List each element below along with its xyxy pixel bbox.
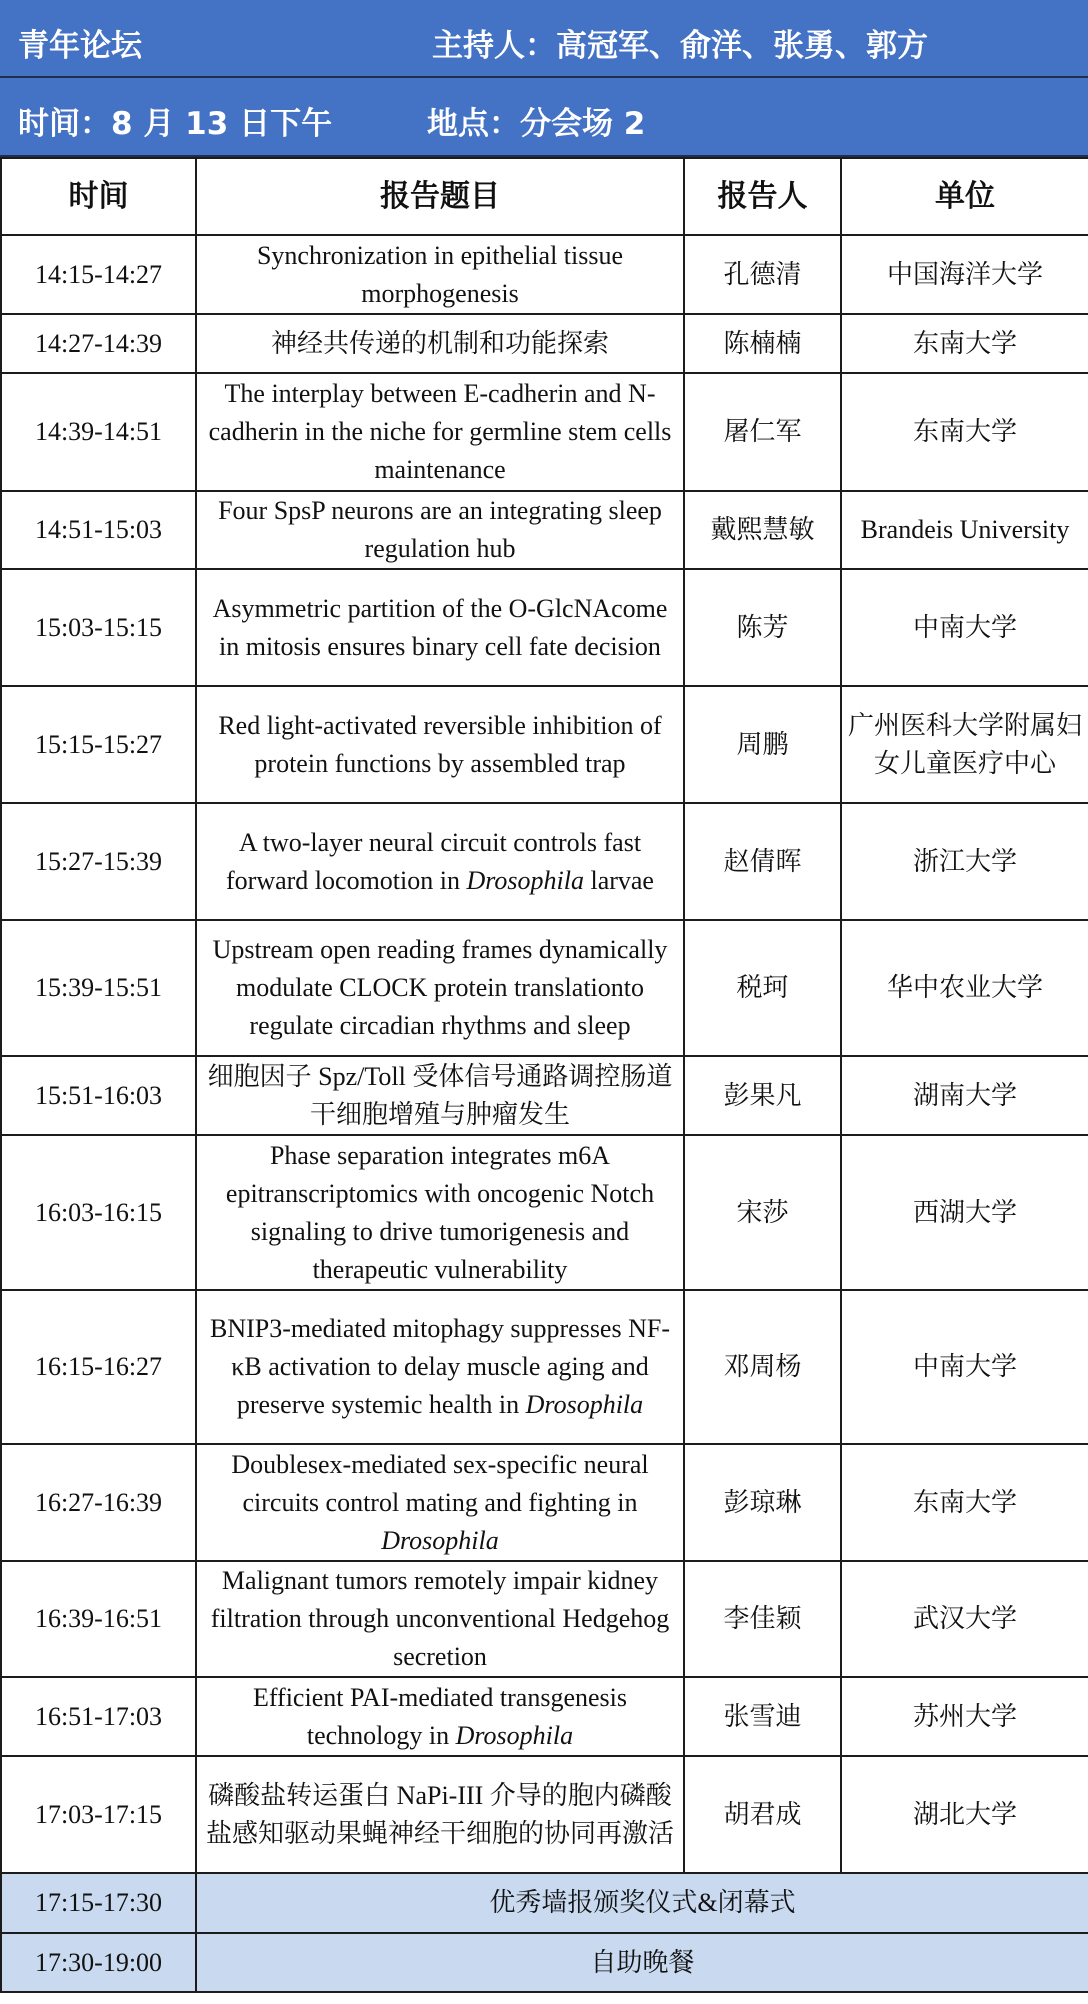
row-time: 16:15-16:27 [1,1290,196,1444]
table-row [1,1677,1088,1756]
row-unit: Brandeis University [841,491,1088,569]
row-speaker: 屠仁军 [684,373,841,491]
row-time: 14:15-14:27 [1,235,196,314]
table-row [1,1444,1088,1561]
row-time: 14:39-14:51 [1,373,196,491]
row-time: 14:27-14:39 [1,314,196,373]
row-title: Four SpsP neurons are an integrating sleep regulation hub [196,491,684,569]
row-unit: 中南大学 [841,569,1088,686]
closing-event: 自助晚餐 [196,1933,1088,1992]
closing-time: 17:30-19:00 [1,1933,196,1992]
row-title: Upstream open reading frames dynamically modulate CLOCK protein translationto regulate circadian rhythms and sleep [196,920,684,1056]
row-time: 16:51-17:03 [1,1677,196,1756]
table-row [1,569,1088,686]
row-unit: 广州医科大学附属妇女儿童医疗中心 [841,686,1088,803]
title-species: Drosophila [466,865,584,895]
row-title: Phase separation integrates m6A epitranscriptomics with oncogenic Notch signaling to drive tumorigenesis and therapeutic vulnerability [196,1135,684,1290]
row-speaker: 孔德清 [684,235,841,314]
hosts-label: 主持人：高冠军、俞洋、张勇、郭方 [432,28,928,64]
column-header-title: 报告题目 [196,158,684,235]
row-time: 16:03-16:15 [1,1135,196,1290]
row-speaker: 胡君成 [684,1756,841,1873]
row-time: 15:27-15:39 [1,803,196,920]
row-time: 17:03-17:15 [1,1756,196,1873]
row-speaker: 彭琼琳 [684,1444,841,1561]
row-unit: 苏州大学 [841,1677,1088,1756]
table-row [1,1290,1088,1444]
table-row [1,1561,1088,1677]
table-row [1,373,1088,491]
row-speaker: 宋莎 [684,1135,841,1290]
closing-row [1,1873,1088,1933]
title-text: Efficient PAI-mediated transgenesis technology in [252,1682,628,1750]
row-speaker: 邓周杨 [684,1290,841,1444]
row-time: 16:27-16:39 [1,1444,196,1561]
row-speaker: 周鹏 [684,686,841,803]
row-speaker: 税珂 [684,920,841,1056]
schedule-table [0,157,1088,1993]
row-title [196,1444,684,1561]
row-speaker: 赵倩晖 [684,803,841,920]
row-time: 14:51-15:03 [1,491,196,569]
table-row [1,235,1088,314]
title-species: Drosophila [455,1720,574,1750]
title-species: Drosophila [525,1390,644,1419]
time-venue-bar [0,78,1088,157]
row-time: 15:15-15:27 [1,686,196,803]
forum-title: 青年论坛 [18,28,142,64]
table-row [1,920,1088,1056]
row-speaker: 陈楠楠 [684,314,841,373]
row-unit: 浙江大学 [841,803,1088,920]
row-unit: 中南大学 [841,1290,1088,1444]
forum-header-bar [0,0,1088,78]
column-header-time: 时间 [1,158,196,235]
column-header-speaker: 报告人 [684,158,841,235]
session-time: 时间：8 月 13 日下午 [18,106,333,142]
row-speaker: 李佳颖 [684,1561,841,1677]
table-row [1,314,1088,373]
title-text: A two-layer neural circuit controls fast forward locomotion in [226,827,642,895]
session-venue: 地点：分会场 2 [427,106,646,142]
row-title [196,803,684,920]
row-unit: 武汉大学 [841,1561,1088,1677]
table-row [1,1756,1088,1873]
row-title: 神经共传递的机制和功能探索 [196,314,684,373]
row-title: The interplay between E-cadherin and N-cadherin in the niche for germline stem cells maintenance [196,373,684,491]
closing-row [1,1933,1088,1992]
closing-time: 17:15-17:30 [1,1873,196,1933]
column-header-unit: 单位 [841,158,1088,235]
row-unit: 东南大学 [841,1444,1088,1561]
row-title: Synchronization in epithelial tissue morphogenesis [196,235,684,314]
row-time: 15:51-16:03 [1,1056,196,1135]
row-speaker: 戴熙慧敏 [684,491,841,569]
row-unit: 湖北大学 [841,1756,1088,1873]
row-unit: 华中农业大学 [841,920,1088,1056]
table-row [1,686,1088,803]
title-species: Drosophila [381,1525,499,1555]
title-text-end: larvae [583,865,654,895]
row-time: 16:39-16:51 [1,1561,196,1677]
row-speaker: 彭果凡 [684,1056,841,1135]
table-header-row [1,158,1088,235]
table-row [1,491,1088,569]
row-unit: 西湖大学 [841,1135,1088,1290]
row-unit: 湖南大学 [841,1056,1088,1135]
row-time: 15:03-15:15 [1,569,196,686]
row-title: 细胞因子 Spz/Toll 受体信号通路调控肠道干细胞增殖与肿瘤发生 [196,1056,684,1135]
row-unit: 东南大学 [841,373,1088,491]
row-speaker: 陈芳 [684,569,841,686]
table-row [1,1056,1088,1135]
row-speaker: 张雪迪 [684,1677,841,1756]
row-time: 15:39-15:51 [1,920,196,1056]
closing-event: 优秀墙报颁奖仪式&闭幕式 [196,1873,1088,1933]
table-row [1,1135,1088,1290]
row-unit: 东南大学 [841,314,1088,373]
row-title [196,1677,684,1756]
title-text: Doublesex-mediated sex-specific neural circuits control mating and fighting in [231,1449,649,1517]
row-title: 磷酸盐转运蛋白 NaPi-III 介导的胞内磷酸盐感知驱动果蝇神经干细胞的协同再激活 [196,1756,684,1873]
row-title: Malignant tumors remotely impair kidney filtration through unconventional Hedgehog secretion [196,1561,684,1677]
row-title: Red light-activated reversible inhibition of protein functions by assembled trap [196,686,684,803]
table-row [1,803,1088,920]
row-title: Asymmetric partition of the O-GlcNAcome in mitosis ensures binary cell fate decision [196,569,684,686]
row-title [196,1290,684,1444]
title-text: BNIP3-mediated mitophagy suppresses NF-κB activation to delay muscle aging and preserve systemic health in [209,1314,670,1419]
row-unit: 中国海洋大学 [841,235,1088,314]
